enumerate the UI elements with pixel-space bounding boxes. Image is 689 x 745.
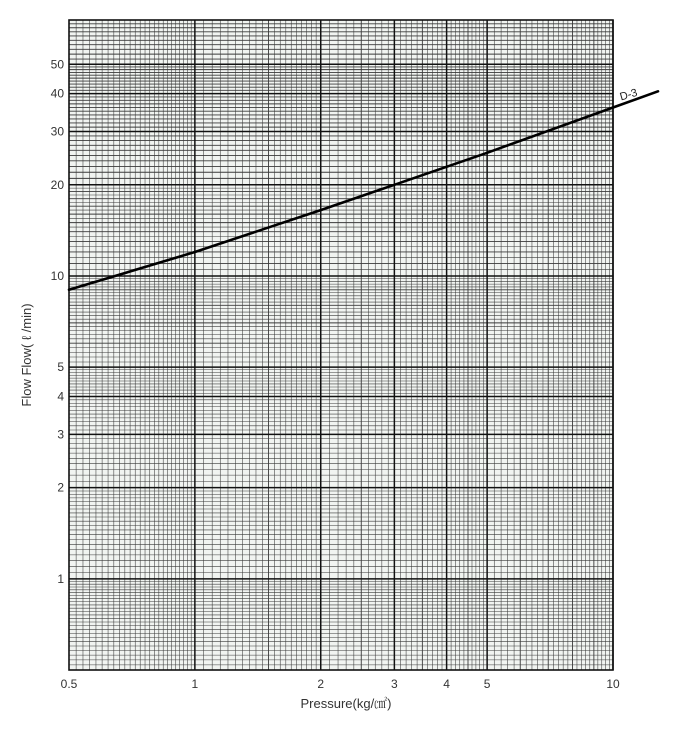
y-tick-label: 10 [50,268,64,283]
y-tick-label: 5 [57,360,64,375]
x-tick-label: 1 [191,677,199,691]
x-axis-label: Pressure(kg/㎠) [300,696,392,711]
y-tick-label: 30 [50,124,64,139]
x-tick-label: 10 [606,677,620,691]
x-tick-label: 2 [317,677,325,691]
y-tick-label: 2 [57,480,64,495]
x-tick-label: 4 [443,677,450,691]
y-tick-label: 20 [50,177,64,192]
y-tick-label: 40 [50,86,64,101]
y-tick-label: 4 [57,389,64,404]
y-axis-label: Flow Flow( ℓ /min) [19,303,34,407]
y-tick-label: 50 [50,57,64,72]
x-tick-label: 0.5 [60,677,78,691]
x-tick-label: 3 [391,677,398,691]
y-tick-label: 3 [57,427,64,442]
y-tick-label: 1 [57,571,64,586]
series-label-d-3: D-3 [618,86,639,104]
x-tick-label: 5 [483,677,491,691]
